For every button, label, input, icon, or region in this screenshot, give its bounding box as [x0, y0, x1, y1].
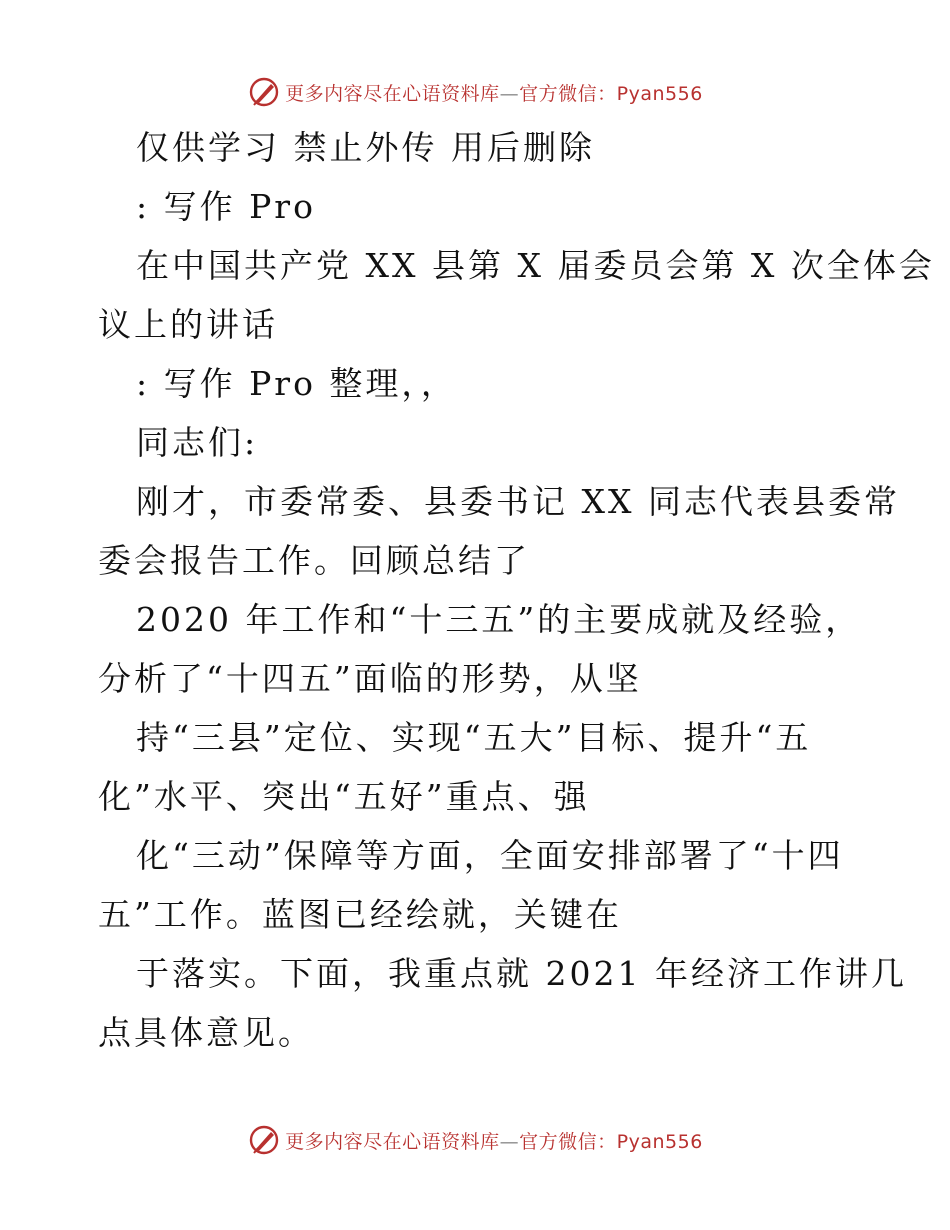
- text-line: 2020 年工作和“十三五”的主要成就及经验，: [136, 600, 862, 639]
- document-body: [98, 118, 935, 1062]
- text-line: 委会报告工作。回顾总结了: [98, 541, 530, 580]
- text-line: 持“三县”定位、实现“五大”目标、提升“五: [136, 718, 812, 757]
- text-line: 议上的讲话: [98, 305, 278, 344]
- text-line: 化”水平、突出“五好”重点、强: [98, 777, 590, 816]
- quill-pen-circle-icon: [247, 1123, 281, 1157]
- text-line: : 写作 Pro: [136, 187, 316, 226]
- text-line: 同志们:: [136, 423, 259, 462]
- text-line: 在中国共产党 XX 县第 X 届委员会第 X 次全体会: [136, 246, 935, 285]
- text-line: 仅供学习 禁止外传 用后删除: [136, 128, 595, 167]
- text-line: 五”工作。蓝图已经绘就，关键在: [98, 895, 622, 934]
- watermark-text: 更多内容尽在心语资料库—官方微信：Pyan556: [285, 82, 703, 105]
- header-watermark: [0, 72, 950, 112]
- watermark-text: 更多内容尽在心语资料库—官方微信：Pyan556: [285, 1130, 703, 1153]
- text-line: 分析了“十四五”面临的形势，从坚: [98, 659, 642, 698]
- quill-pen-circle-icon: [247, 75, 281, 109]
- text-line: : 写作 Pro 整理，，: [136, 364, 457, 403]
- text-line: 点具体意见。: [98, 1013, 314, 1052]
- text-line: 于落实。下面，我重点就 2021 年经济工作讲几: [136, 954, 907, 993]
- text-line: 化“三动”保障等方面，全面安排部署了“十四: [136, 836, 844, 875]
- text-line: 刚才，市委常委、县委书记 XX 同志代表县委常: [136, 482, 900, 521]
- footer-watermark: [0, 1120, 950, 1160]
